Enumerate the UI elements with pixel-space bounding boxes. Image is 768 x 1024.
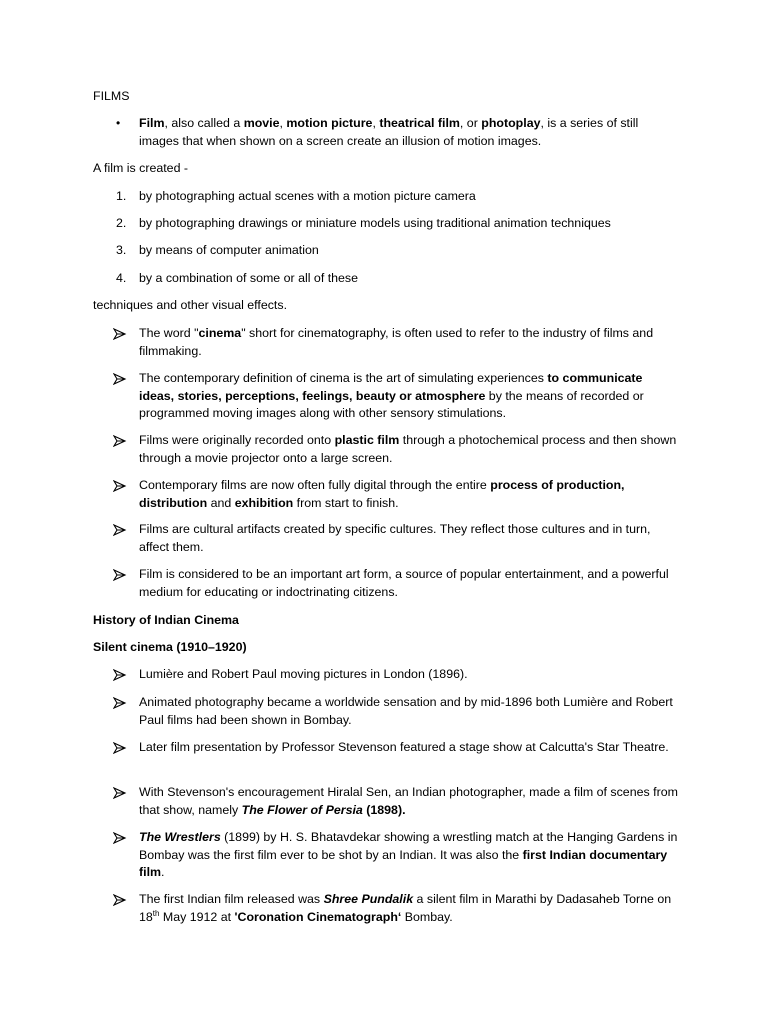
method-number: 4. [116, 271, 127, 285]
arrow-bullet-icon [113, 524, 127, 536]
film-point [0, 521, 768, 561]
film-definition-text: Film, also called a movie, motion picture, theatrical film, or photoplay, is a series of still images that when shown on a screen create an illusion of motion images. [139, 116, 639, 148]
history-point [0, 829, 768, 880]
method-number: 3. [116, 243, 127, 257]
heading-films: FILMS [93, 89, 130, 103]
history-point-text: Animated photography became a worldwide sensation and by mid-1896 both Lumière and Robert Paul films had been shown in Bombay. [139, 695, 673, 727]
film-point [0, 566, 768, 606]
film-point-text: The word "cinema" short for cinematography, is often used to refer to the industry of films and filmmaking. [139, 326, 654, 358]
film-point [0, 477, 768, 517]
arrow-bullet-icon [113, 480, 127, 492]
history-point-text: The Wrestlers (1899) by H. S. Bhatavdekar showing a wrestling match at the Hanging Gardens in Bombay was the first film ever to be shot by an Indian. It was also the first Indian documentary film. [139, 830, 678, 880]
film-point [0, 325, 768, 365]
history-point-text: Later film presentation by Professor Stevenson featured a stage show at Calcutta's Star Theatre. [139, 740, 669, 754]
arrow-bullet-icon [113, 669, 127, 681]
method-text: by a combination of some or all of these [139, 271, 359, 285]
film-point-text: The contemporary definition of cinema is the art of simulating experiences to communicate ideas, stories, perceptions, feelings, beauty or atmosphere by the means of recorded or programmed moving images along with other sensory stimulations. [139, 371, 644, 421]
film-point-text: Films were originally recorded onto plastic film through a photochemical process and then shown through a movie projector onto a large screen. [139, 433, 677, 465]
film-point-text: Films are cultural artifacts created by specific cultures. They reflect those cultures and in turn, affect them. [139, 522, 651, 554]
arrow-bullet-icon [113, 373, 127, 385]
method-text: by photographing actual scenes with a motion picture camera [139, 189, 476, 203]
method-number: 1. [116, 189, 127, 203]
arrow-bullet-icon [113, 569, 127, 581]
film-definition-item [0, 115, 768, 155]
created-intro: A film is created - [93, 161, 189, 175]
method-number: 2. [116, 216, 127, 230]
history-point-text: The first Indian film released was Shree Pundalik a silent film in Marathi by Dadasaheb Torne on 18th May 1912 at 'Coronation Cinematograph‘ Bombay. [139, 892, 672, 924]
history-point [0, 694, 768, 734]
heading-silent-cinema: Silent cinema (1910–1920) [93, 640, 247, 654]
film-point [0, 370, 768, 421]
history-point [0, 891, 768, 931]
history-point [0, 739, 768, 779]
history-point-text: With Stevenson's encouragement Hiralal Sen, an Indian photographer, made a film of scenes from that show, namely The Flower of Persia (1898). [139, 785, 678, 817]
method-text: by photographing drawings or miniature models using traditional animation techniques [139, 216, 611, 230]
arrow-bullet-icon [113, 328, 127, 340]
methods-tail: techniques and other visual effects. [93, 298, 288, 312]
film-point-text: Film is considered to be an important art form, a source of popular entertainment, and a powerful medium for educating or indoctrinating citizens. [139, 567, 669, 599]
film-point-text: Contemporary films are now often fully digital through the entire process of production, distribution and exhibition from start to finish. [139, 478, 625, 510]
arrow-bullet-icon [113, 697, 127, 709]
film-point [0, 432, 768, 472]
history-point [0, 784, 768, 824]
arrow-bullet-icon [113, 435, 127, 447]
heading-history: History of Indian Cinema [93, 613, 239, 627]
method-text: by means of computer animation [139, 243, 319, 257]
arrow-bullet-icon [113, 832, 127, 844]
history-point-text: Lumière and Robert Paul moving pictures in London (1896). [139, 667, 468, 681]
bullet-icon: • [116, 116, 121, 130]
arrow-bullet-icon [113, 742, 127, 754]
arrow-bullet-icon [113, 787, 127, 799]
arrow-bullet-icon [113, 894, 127, 906]
